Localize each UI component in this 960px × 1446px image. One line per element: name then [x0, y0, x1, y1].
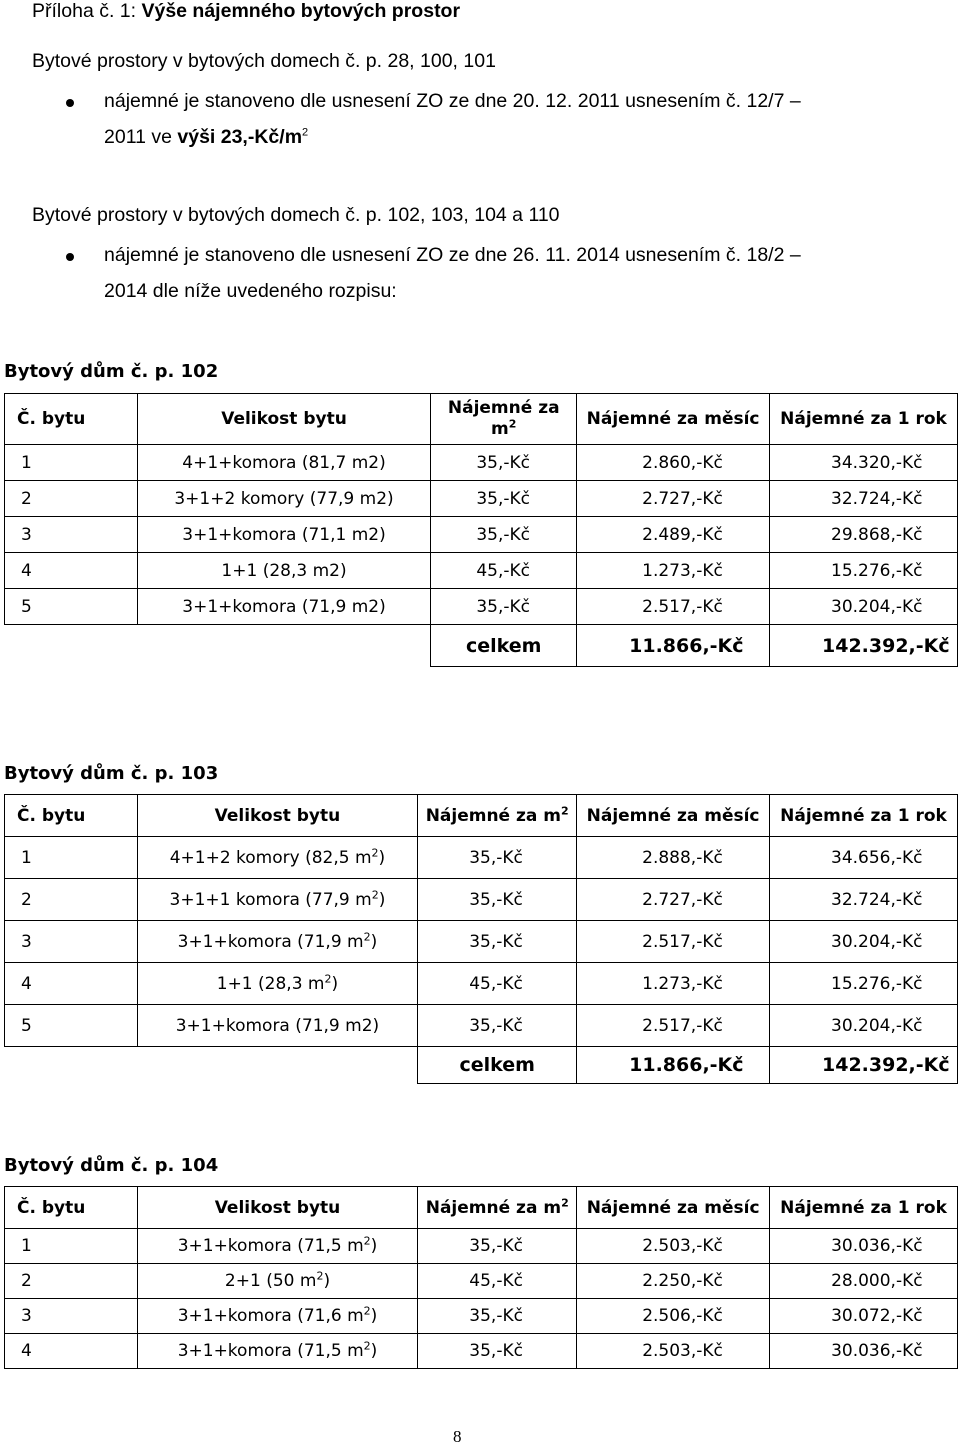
cell-rate: 45,-Kč — [418, 963, 577, 1005]
cell-rate: 35,-Kč — [431, 589, 577, 625]
table-row — [5, 1264, 958, 1299]
superscript: 2 — [316, 1269, 324, 1283]
cell-size: 4+1+komora (81,7 m2) — [137, 445, 431, 481]
cell-month: 2.506,-Kč — [577, 1299, 770, 1334]
cell-month: 2.489,-Kč — [577, 517, 770, 553]
superscript: 2 — [371, 845, 379, 859]
cell-rate: 45,-Kč — [418, 1264, 577, 1299]
size-text: ) — [331, 973, 339, 994]
cell-size: 3+1+komora (71,9 m2) — [137, 1005, 418, 1047]
cell-rate: 35,-Kč — [418, 1334, 577, 1369]
table-header-row — [5, 795, 958, 837]
cell-year: 34.656,-Kč — [770, 837, 958, 879]
heading-prefix: Příloha č. 1: — [32, 0, 142, 22]
house-102-table — [4, 393, 958, 667]
table-row — [5, 445, 958, 481]
house-104-table — [4, 1186, 958, 1369]
cell-month: 2.517,-Kč — [577, 921, 770, 963]
total-label: celkem — [418, 1047, 577, 1084]
total-year: 142.392,-Kč — [770, 1047, 958, 1084]
header-text: m — [491, 419, 509, 439]
cell-number: 1 — [5, 445, 138, 481]
table-header-row — [5, 1187, 958, 1229]
bullet-icon — [66, 99, 74, 107]
size-text: 3+1+komora (71,5 m — [177, 1236, 364, 1256]
superscript: 2 — [302, 126, 309, 139]
section2-bullet-line2: 2014 dle níže uvedeného rozpisu: — [104, 280, 397, 302]
house-104-title: Bytový dům č. p. 104 — [4, 1155, 219, 1176]
table-row — [5, 879, 958, 921]
header-cell: Velikost bytu — [137, 394, 431, 445]
cell-year: 30.036,-Kč — [770, 1334, 958, 1369]
header-cell — [418, 795, 577, 837]
cell-year: 30.204,-Kč — [770, 1005, 958, 1047]
size-text: ) — [370, 1341, 378, 1361]
cell-size — [137, 921, 418, 963]
cell-size — [137, 879, 418, 921]
page-number: 8 — [453, 1427, 462, 1446]
total-month: 11.866,-Kč — [577, 625, 770, 667]
cell-year: 30.204,-Kč — [770, 921, 958, 963]
header-cell: Nájemné za měsíc — [577, 394, 770, 445]
empty-cell — [5, 1047, 138, 1084]
size-text: 3+1+komora (71,5 m — [177, 1341, 364, 1361]
cell-year: 28.000,-Kč — [770, 1264, 958, 1299]
cell-rate: 45,-Kč — [431, 553, 577, 589]
header-cell — [431, 394, 577, 445]
cell-number: 2 — [5, 481, 138, 517]
bullet-icon — [66, 253, 74, 261]
cell-rate: 35,-Kč — [418, 1229, 577, 1264]
table-row — [5, 921, 958, 963]
cell-year: 30.072,-Kč — [770, 1299, 958, 1334]
superscript: 2 — [371, 887, 379, 901]
cell-number: 5 — [5, 1005, 138, 1047]
house-103-table — [4, 794, 958, 1084]
superscript: 2 — [363, 1234, 371, 1248]
size-text: 3+1+komora (71,9 m — [177, 931, 364, 952]
size-text: 4+1+2 komory (82,5 m — [169, 847, 372, 868]
cell-year: 15.276,-Kč — [770, 553, 958, 589]
empty-cell — [137, 625, 431, 667]
table-row — [5, 1299, 958, 1334]
cell-number: 3 — [5, 1299, 138, 1334]
cell-number: 4 — [5, 1334, 138, 1369]
cell-size — [137, 1229, 418, 1264]
section1-bullet-line1: nájemné je stanoveno dle usnesení ZO ze dne 20. 12. 2011 usnesením č. 12/7 – — [104, 90, 801, 112]
cell-rate: 35,-Kč — [418, 1299, 577, 1334]
superscript: 2 — [363, 929, 371, 943]
section1-bullet-line2 — [104, 128, 308, 148]
section1-title: Bytové prostory v bytových domech č. p. 28, 100, 101 — [32, 50, 496, 72]
size-text: ) — [370, 1306, 378, 1326]
house-102-title: Bytový dům č. p. 102 — [4, 361, 219, 382]
header-text: Nájemné za m — [425, 1197, 562, 1218]
size-text: 3+1+komora (71,6 m — [177, 1306, 364, 1326]
table-total-row — [5, 1047, 958, 1084]
heading-title: Výše nájemného bytových prostor — [141, 0, 461, 22]
cell-size — [137, 1264, 418, 1299]
cell-rate: 35,-Kč — [431, 517, 577, 553]
cell-number: 1 — [5, 1229, 138, 1264]
cell-number: 1 — [5, 837, 138, 879]
table-row — [5, 1229, 958, 1264]
header-cell: Č. bytu — [5, 1187, 138, 1229]
size-text: 1+1 (28,3 m — [216, 973, 325, 994]
cell-number: 3 — [5, 921, 138, 963]
cell-number: 5 — [5, 589, 138, 625]
superscript: 2 — [561, 803, 569, 817]
cell-month: 1.273,-Kč — [577, 553, 770, 589]
cell-size: 3+1+2 komory (77,9 m2) — [137, 481, 431, 517]
table-row — [5, 553, 958, 589]
size-text: 2+1 (50 m — [224, 1271, 317, 1291]
size-text: ) — [323, 1271, 331, 1291]
cell-month: 2.517,-Kč — [577, 589, 770, 625]
header-text: Nájemné za — [447, 397, 560, 418]
size-text: ) — [378, 847, 386, 868]
cell-month: 2.503,-Kč — [577, 1229, 770, 1264]
header-cell: Velikost bytu — [137, 1187, 418, 1229]
section2-title: Bytové prostory v bytových domech č. p. 102, 103, 104 a 110 — [32, 204, 560, 226]
cell-rate: 35,-Kč — [431, 481, 577, 517]
cell-month: 2.727,-Kč — [577, 879, 770, 921]
header-cell: Nájemné za 1 rok — [770, 1187, 958, 1229]
size-text: 3+1+1 komora (77,9 m — [169, 889, 372, 910]
cell-month: 2.250,-Kč — [577, 1264, 770, 1299]
cell-month: 2.503,-Kč — [577, 1334, 770, 1369]
header-cell: Nájemné za 1 rok — [770, 795, 958, 837]
cell-month: 2.860,-Kč — [577, 445, 770, 481]
cell-rate: 35,-Kč — [418, 837, 577, 879]
cell-year: 30.036,-Kč — [770, 1229, 958, 1264]
cell-month: 1.273,-Kč — [577, 963, 770, 1005]
cell-size — [137, 837, 418, 879]
table-row — [5, 589, 958, 625]
total-year: 142.392,-Kč — [770, 625, 958, 667]
cell-size: 3+1+komora (71,1 m2) — [137, 517, 431, 553]
size-text: ) — [378, 889, 386, 910]
table-row — [5, 963, 958, 1005]
cell-rate: 35,-Kč — [431, 445, 577, 481]
size-text: ) — [370, 1236, 378, 1256]
cell-number: 3 — [5, 517, 138, 553]
cell-year: 32.724,-Kč — [770, 879, 958, 921]
cell-number: 2 — [5, 1264, 138, 1299]
cell-year: 29.868,-Kč — [770, 517, 958, 553]
superscript: 2 — [561, 1195, 569, 1209]
cell-rate: 35,-Kč — [418, 879, 577, 921]
header-text: Nájemné za m — [425, 805, 562, 826]
table-row — [5, 1334, 958, 1369]
header-cell: Nájemné za 1 rok — [770, 394, 958, 445]
empty-cell — [137, 1047, 418, 1084]
cell-year: 15.276,-Kč — [770, 963, 958, 1005]
table-header-row — [5, 394, 958, 445]
header-cell: Č. bytu — [5, 394, 138, 445]
superscript: 2 — [324, 971, 332, 985]
header-cell: Č. bytu — [5, 795, 138, 837]
table-row — [5, 837, 958, 879]
cell-year: 30.204,-Kč — [770, 589, 958, 625]
superscript: 2 — [508, 417, 517, 431]
cell-year: 34.320,-Kč — [770, 445, 958, 481]
table-row — [5, 517, 958, 553]
cell-month: 2.517,-Kč — [577, 1005, 770, 1047]
cell-year: 32.724,-Kč — [770, 481, 958, 517]
cell-size: 1+1 (28,3 m2) — [137, 553, 431, 589]
section2-bullet-line1: nájemné je stanoveno dle usnesení ZO ze dne 26. 11. 2014 usnesením č. 18/2 – — [104, 244, 801, 266]
cell-month: 2.888,-Kč — [577, 837, 770, 879]
cell-size: 3+1+komora (71,9 m2) — [137, 589, 431, 625]
header-cell: Velikost bytu — [137, 795, 418, 837]
house-103-title: Bytový dům č. p. 103 — [4, 763, 219, 784]
total-label: celkem — [431, 625, 577, 667]
cell-size — [137, 1299, 418, 1334]
section1-bullet-bold: výši 23,-Kč/m — [177, 126, 303, 148]
header-cell: Nájemné za měsíc — [577, 795, 770, 837]
table-row — [5, 481, 958, 517]
cell-size — [137, 963, 418, 1005]
empty-cell — [5, 625, 138, 667]
header-cell: Nájemné za měsíc — [577, 1187, 770, 1229]
cell-rate: 35,-Kč — [418, 1005, 577, 1047]
header-cell — [418, 1187, 577, 1229]
table-total-row — [5, 625, 958, 667]
superscript: 2 — [363, 1304, 371, 1318]
total-month: 11.866,-Kč — [577, 1047, 770, 1084]
size-text: ) — [370, 931, 378, 952]
table-row — [5, 1005, 958, 1047]
cell-rate: 35,-Kč — [418, 921, 577, 963]
cell-number: 4 — [5, 553, 138, 589]
cell-number: 4 — [5, 963, 138, 1005]
cell-month: 2.727,-Kč — [577, 481, 770, 517]
section1-bullet-plain: 2011 ve — [104, 126, 178, 148]
cell-number: 2 — [5, 879, 138, 921]
page-heading — [32, 2, 460, 22]
superscript: 2 — [363, 1339, 371, 1353]
cell-size — [137, 1334, 418, 1369]
